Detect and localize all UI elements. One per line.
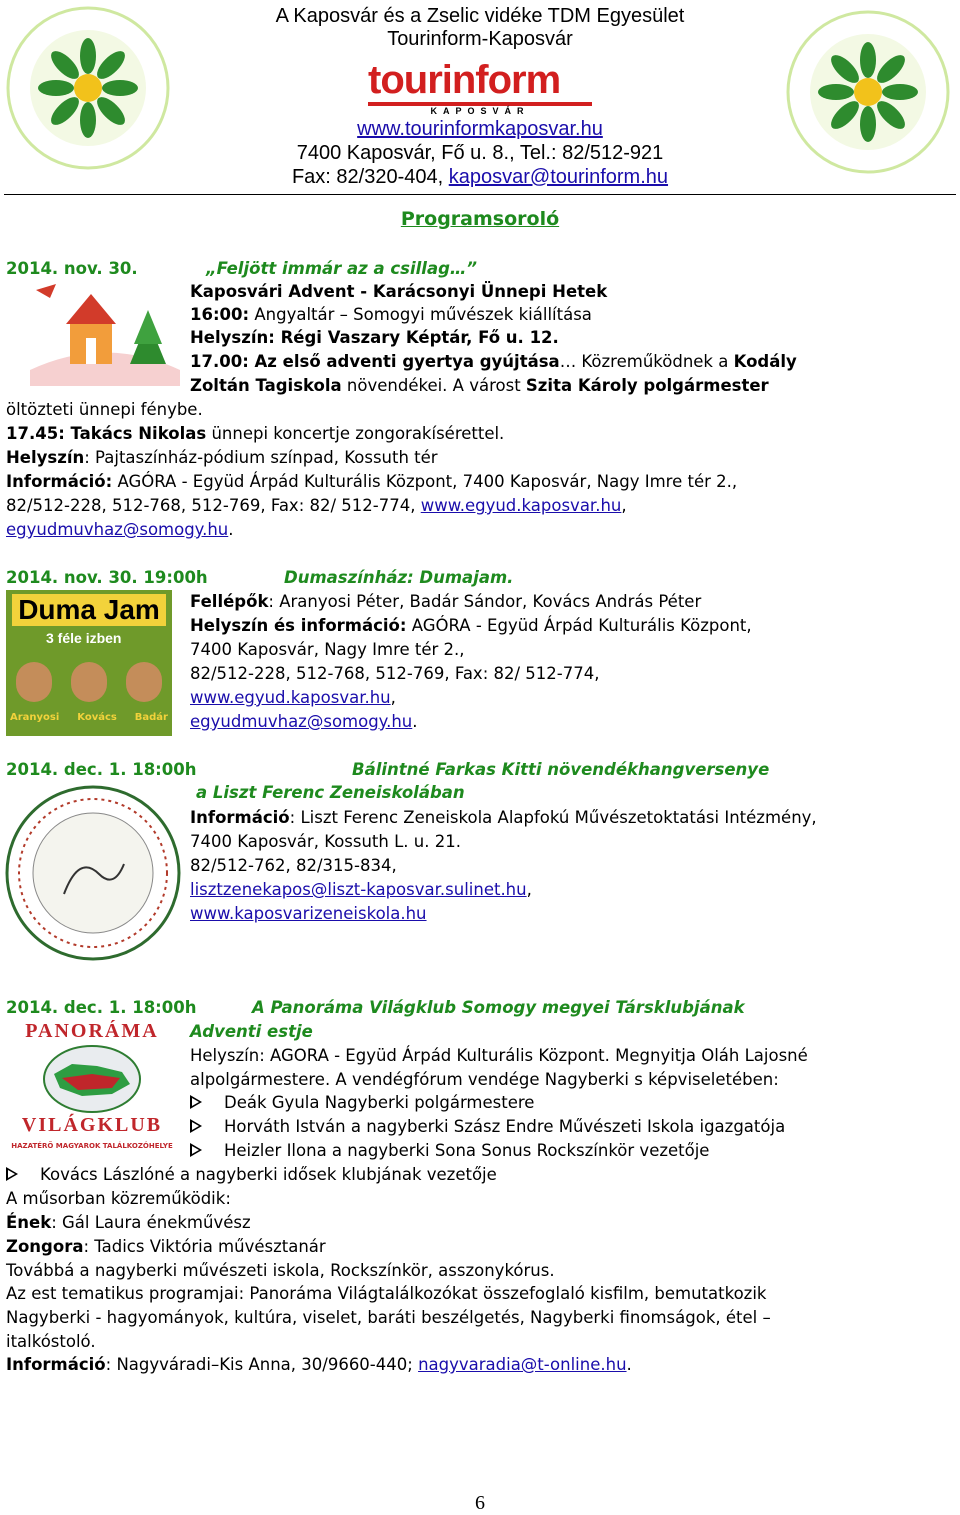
event4-line6: Továbbá a nagyberki művészeti iskola, Rockszínkör, asszonykórus. bbox=[6, 1261, 555, 1280]
event4-bullet4: Kovács Lászlóné a nagyberki idősek klubjának vezetője bbox=[6, 1164, 497, 1186]
event3-title1: Bálintné Farkas Kitti növendékhangversenye bbox=[352, 760, 770, 779]
panorama-logo: PANORÁMA VILÁGKLUB HAZATÉRŐ MAGYAROK TALÁLKOZÓHELYE bbox=[11, 1020, 173, 1150]
event2-line3: 7400 Kaposvár, Nagy Imre tér 2., bbox=[190, 640, 465, 659]
event3-date: 2014. dec. 1. 18:00h bbox=[6, 760, 197, 779]
event1-line2: 16:00: Angyaltár – Somogyi művészek kiállítása bbox=[190, 305, 592, 324]
event4-line9: italkóstoló. bbox=[6, 1332, 96, 1351]
event2-date: 2014. nov. 30. 19:00h bbox=[6, 568, 208, 587]
header-rule bbox=[4, 194, 956, 195]
header-org: A Kaposvár és a Zselic vidéke TDM Egyesület bbox=[275, 5, 685, 27]
event4-line5: Zongora: Tadics Viktória művésztanár bbox=[6, 1237, 326, 1256]
event2-line5: www.egyud.kaposvar.hu, bbox=[190, 688, 396, 707]
event2-title: Dumaszínház: Dumajam. bbox=[284, 568, 514, 587]
event4-line8: Nagyberki - hagyományok, kultúra, viselet, baráti beszélgetés, Nagyberki finomságok, étel – bbox=[6, 1308, 771, 1327]
tdm-badge-left bbox=[4, 4, 172, 172]
event1-line3: Helyszín: Régi Vaszary Képtár, Fő u. 12. bbox=[190, 328, 559, 347]
arrow-bullet-icon bbox=[190, 1119, 202, 1133]
event4-bullet3: Heizler Ilona a nagyberki Sona Sonus Rockszínkör vezetője bbox=[190, 1140, 709, 1162]
event4-title2: Adventi estje bbox=[190, 1022, 313, 1041]
event2-line2: Helyszín és információ: AGÓRA - Együd Árpád Kulturális Központ, bbox=[190, 616, 752, 635]
arrow-bullet-icon bbox=[6, 1167, 18, 1181]
event3-line1: Információ: Liszt Ferenc Zeneiskola Alapfokú Művészetoktatási Intézmény, bbox=[190, 808, 817, 827]
event3-title2: a Liszt Ferenc Zeneiskolában bbox=[196, 783, 465, 802]
egyud-email-link-2[interactable]: egyudmuvhaz@somogy.hu bbox=[190, 712, 413, 731]
event1-line1: Kaposvári Advent - Karácsonyi Ünnepi Hetek bbox=[190, 282, 608, 301]
header-address: 7400 Kaposvár, Fő u. 8., Tel.: 82/512-921 bbox=[296, 142, 664, 164]
event1-line7: 17.45: Takács Nikolas ünnepi koncertje zongorakísérettel. bbox=[6, 424, 505, 443]
event4-line2: alpolgármestere. A vendégfórum vendége Nagyberki s képviseletében: bbox=[190, 1070, 779, 1089]
event3-line3: 82/512-762, 82/315-834, bbox=[190, 856, 397, 875]
event1-line4: 17.00: Az első adventi gyertya gyújtása… Közreműködnek a Kodály bbox=[190, 352, 797, 371]
event2-line1: Fellépők: Aranyosi Péter, Badár Sándor, Kovács András Péter bbox=[190, 592, 702, 611]
event4-title1: A Panoráma Világklub Somogy megyei Társklubjának bbox=[252, 998, 745, 1017]
event2-line6: egyudmuvhaz@somogy.hu. bbox=[190, 712, 418, 731]
event3-line2: 7400 Kaposvár, Kossuth L. u. 21. bbox=[190, 832, 461, 851]
event4-date: 2014. dec. 1. 18:00h bbox=[6, 998, 197, 1017]
egyud-website-link[interactable]: www.egyud.kaposvar.hu bbox=[420, 496, 622, 515]
tdm-badge-right bbox=[784, 8, 952, 176]
event1-date: 2014. nov. 30. bbox=[6, 259, 138, 278]
event4-line10: Információ: Nagyváradi–Kis Anna, 30/9660-440; nagyvaradia@t-online.hu. bbox=[6, 1355, 632, 1374]
event1-line5: Zoltán Tagiskola növendékei. A várost Szita Károly polgármester bbox=[190, 376, 769, 395]
egyud-email-link[interactable]: egyudmuvhaz@somogy.hu bbox=[6, 520, 229, 539]
liszt-email-link[interactable]: lisztzenekapos@liszt-kaposvar.sulinet.hu bbox=[190, 880, 527, 899]
event4-line7: Az est tematikus programjai: Panoráma Világtalálkozókat összefoglaló kisfilm, bemutatkozik bbox=[6, 1284, 767, 1303]
dumajam-poster: Duma Jam 3 féle izben Aranyosi Kovács Badár bbox=[6, 590, 172, 736]
event3-line5 bbox=[190, 903, 427, 925]
liszt-website-link[interactable]: www.kaposvarizeneiskola.hu bbox=[190, 904, 427, 923]
event4-bullet2: Horváth István a nagyberki Szász Endre Művészeti Iskola igazgatója bbox=[190, 1116, 785, 1138]
event1-title: „Feljött immár az a csillag…” bbox=[206, 259, 478, 278]
event1-line10: 82/512-228, 512-768, 512-769, Fax: 82/ 512-774, www.egyud.kaposvar.hu, bbox=[6, 496, 627, 515]
page-number: 6 bbox=[475, 1492, 485, 1514]
event2-line4: 82/512-228, 512-768, 512-769, Fax: 82/ 512-774, bbox=[190, 664, 600, 683]
event1-line8: Helyszín: Pajtaszínház-pódium színpad, Kossuth tér bbox=[6, 448, 438, 467]
tourinform-logo: tourinform KAPOSVÁR bbox=[368, 60, 592, 114]
event1-line9: Információ: AGÓRA - Együd Árpád Kulturális Központ, 7400 Kaposvár, Nagy Imre tér 2., bbox=[6, 472, 738, 491]
event4-line3: A műsorban közreműködik: bbox=[6, 1189, 231, 1208]
event4-line4: Ének: Gál Laura énekművész bbox=[6, 1213, 251, 1232]
header-fax: Fax: 82/320-404, bbox=[291, 166, 449, 188]
liszt-seal bbox=[4, 784, 182, 962]
header-office: Tourinform-Kaposvár bbox=[387, 28, 573, 50]
event4-line1: Helyszín: AGORA - Együd Árpád Kulturális Központ. Megnyitja Oláh Lajosné bbox=[190, 1046, 808, 1065]
arrow-bullet-icon bbox=[190, 1143, 202, 1157]
event3-line4: lisztzenekapos@liszt-kaposvar.sulinet.hu, bbox=[190, 880, 532, 899]
nagyvaradi-email-link[interactable]: nagyvaradia@t-online.hu bbox=[418, 1355, 627, 1374]
event1-line6: öltözteti ünnepi fénybe. bbox=[6, 400, 203, 419]
arrow-bullet-icon bbox=[190, 1095, 202, 1109]
advent-illustration bbox=[30, 280, 180, 386]
section-title: Programsoroló bbox=[400, 208, 560, 230]
event4-bullet1: Deák Gyula Nagyberki polgármestere bbox=[190, 1092, 534, 1114]
tourinform-website-link[interactable]: www.tourinformkaposvar.hu bbox=[357, 118, 603, 140]
event1-line11: egyudmuvhaz@somogy.hu. bbox=[6, 520, 234, 539]
tourinform-email-link[interactable]: kaposvar@tourinform.hu bbox=[448, 166, 669, 188]
egyud-website-link-2[interactable]: www.egyud.kaposvar.hu bbox=[190, 688, 391, 707]
